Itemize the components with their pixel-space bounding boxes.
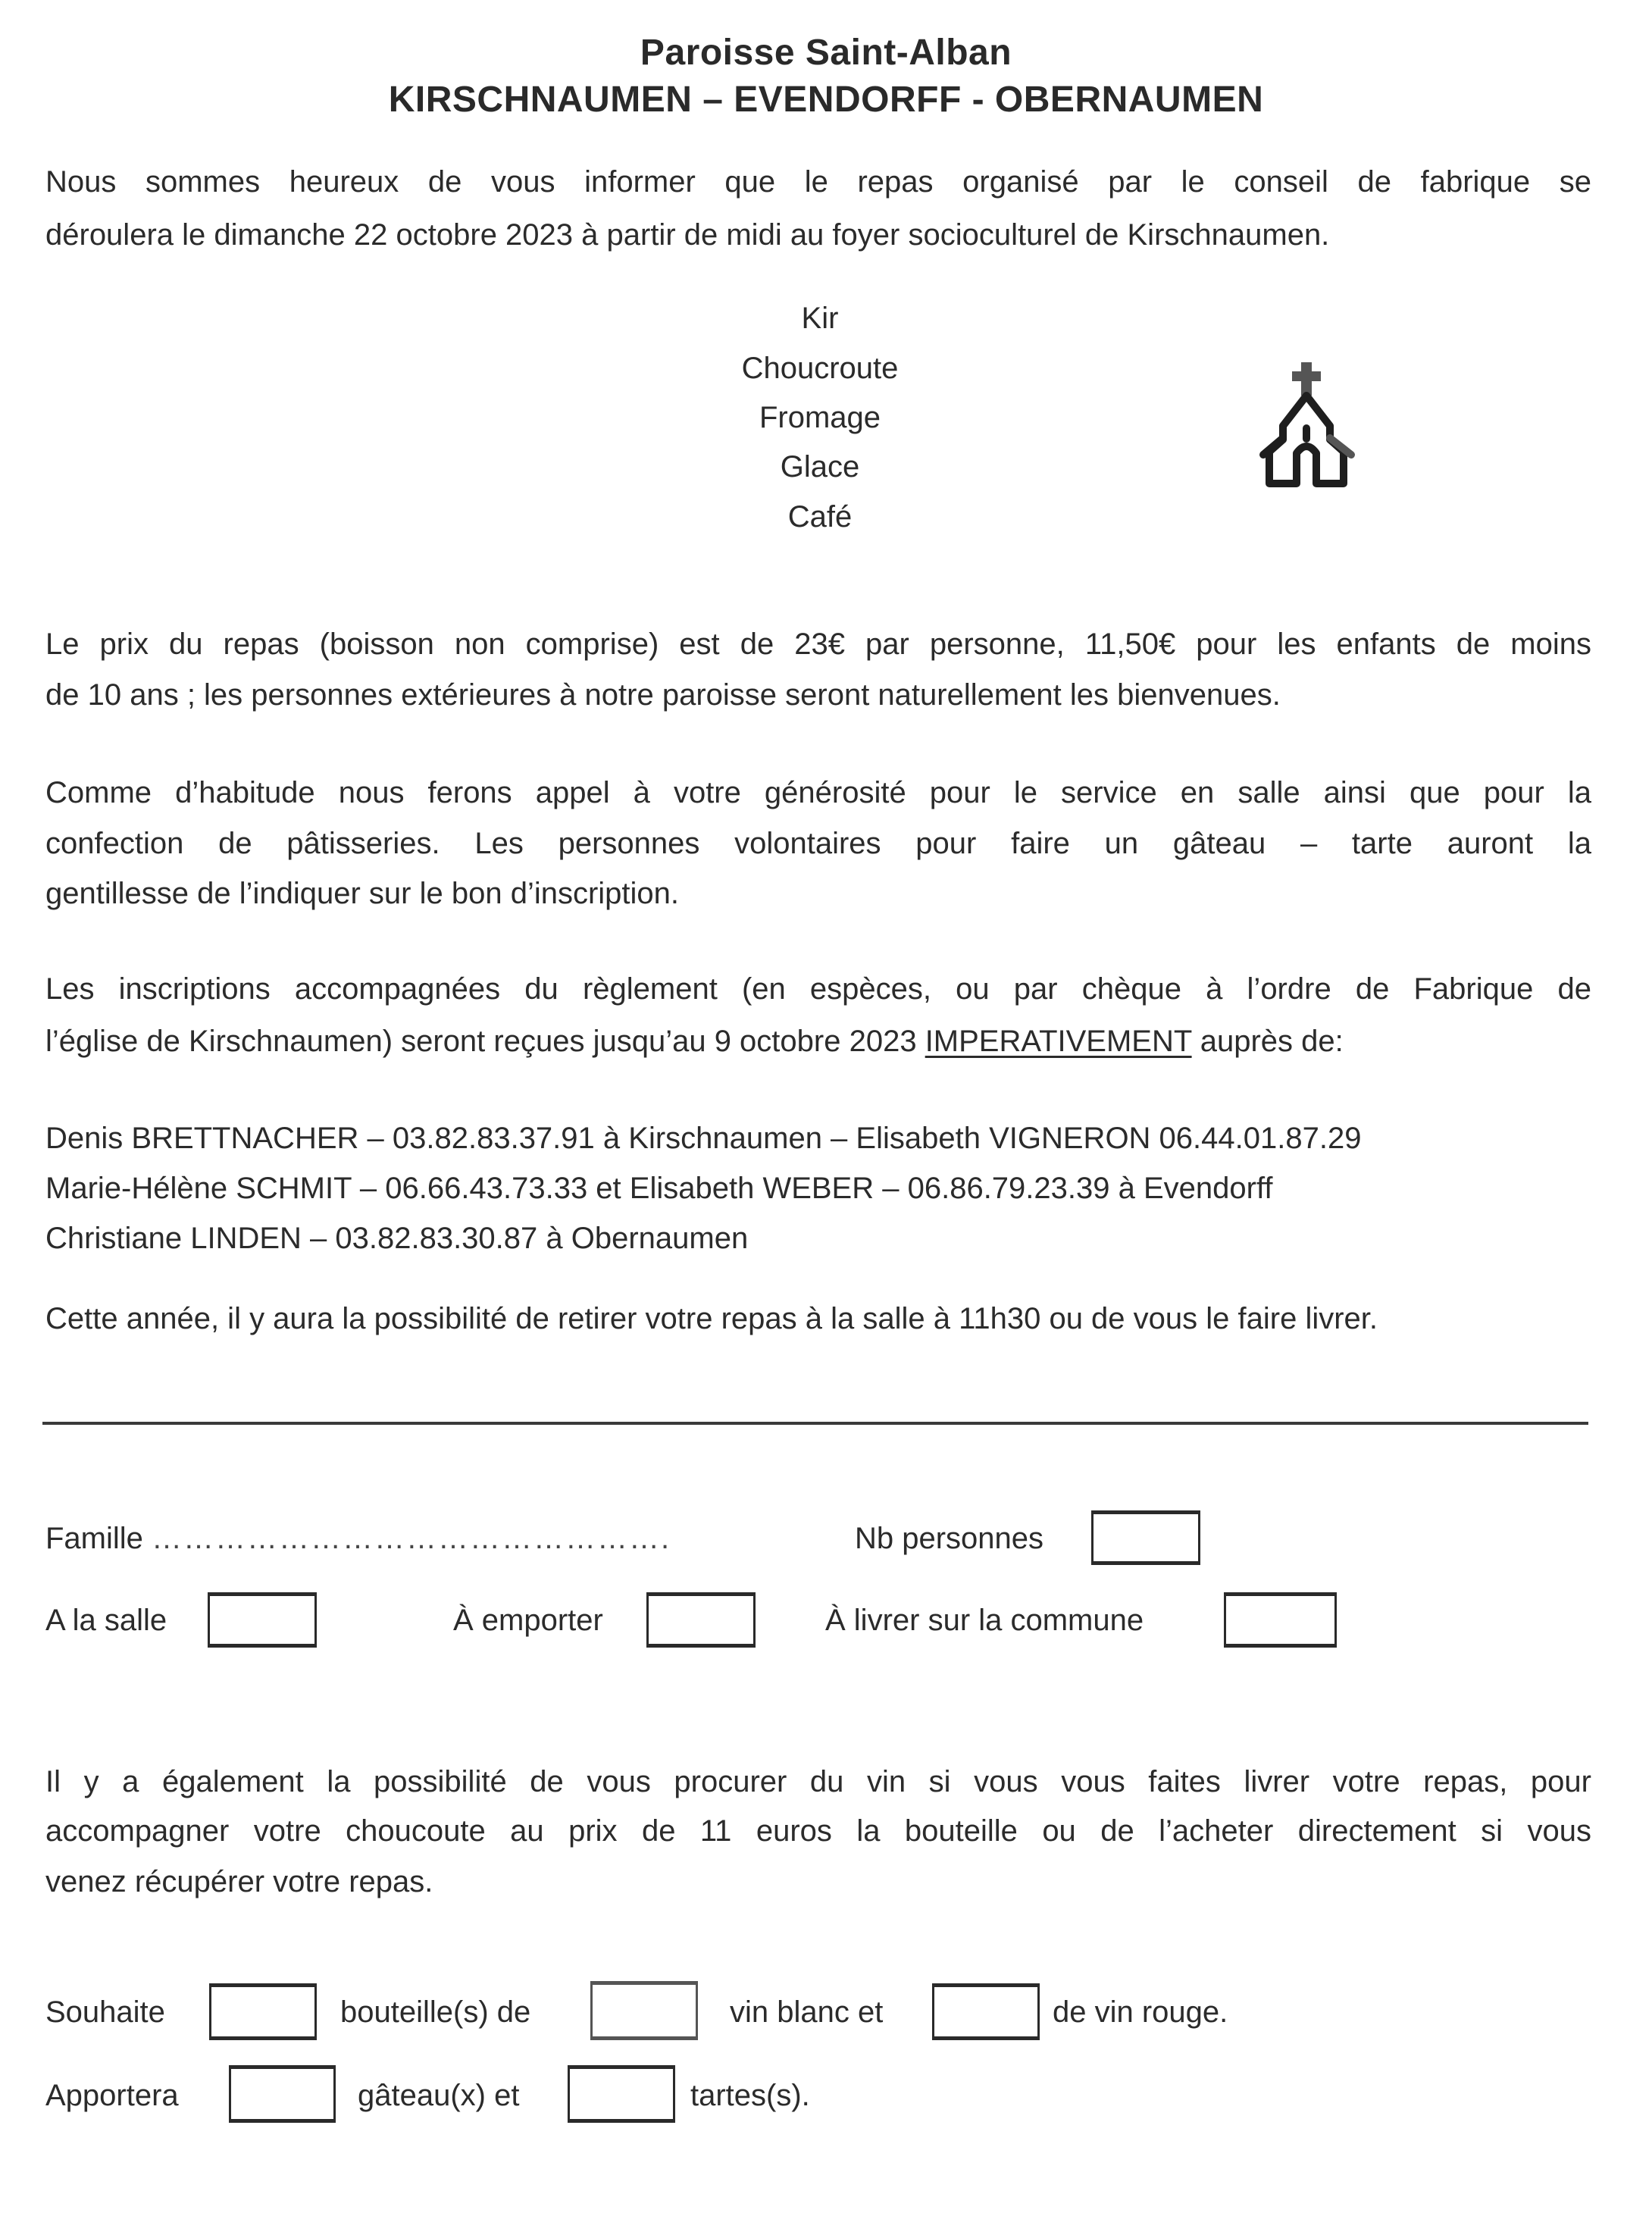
volunteers-line-3: gentillesse de l’indiquer sur le bon d’inscription.	[45, 877, 680, 910]
form-divider	[42, 1422, 1588, 1425]
tarts-count-box[interactable]	[568, 2065, 675, 2123]
volunteers-line-1: Comme d’habitude nous ferons appel à votre générosité pour le service en salle ainsi que pour la	[45, 776, 1591, 809]
wine-line-2: accompagner votre choucoute au prix de 11 euros la bouteille ou de l’acheter directement si vous	[45, 1814, 1591, 1848]
villages-subtitle: KIRSCHNAUMEN – EVENDORFF - OBERNAUMEN	[388, 80, 1264, 120]
nb-persons-box[interactable]	[1091, 1510, 1200, 1565]
delivery-label: À livrer sur la commune	[825, 1604, 1144, 1637]
red-wine-label: de vin rouge.	[1053, 1995, 1228, 2029]
takeaway-label: À emporter	[453, 1604, 603, 1637]
red-wine-box[interactable]	[932, 1983, 1040, 2040]
parish-title: Paroisse Saint-Alban	[640, 33, 1012, 73]
volunteers-line-2: confection de pâtisseries. Les personnes volontaires pour faire un gâteau – tarte auront la	[45, 827, 1591, 860]
cakes-count-box[interactable]	[229, 2065, 336, 2123]
family-label: Famille	[45, 1522, 143, 1555]
bring-label: Apportera	[45, 2079, 179, 2112]
menu-item-glace: Glace	[780, 450, 860, 484]
wine-line-3: venez récupérer votre repas.	[45, 1865, 433, 1898]
imperatively-emphasis: IMPERATIVEMENT	[925, 1025, 1192, 1058]
menu-item-kir: Kir	[801, 302, 839, 335]
menu-item-choucroute: Choucroute	[741, 352, 899, 385]
delivery-checkbox[interactable]	[1224, 1592, 1337, 1648]
registration-deadline-text: l’église de Kirschnaumen) seront reçues jusqu’au 9 octobre 2023	[45, 1025, 925, 1058]
at-hall-checkbox[interactable]	[208, 1592, 317, 1648]
contact-line-kirschnaumen: Denis BRETTNACHER – 03.82.83.37.91 à Kirschnaumen – Elisabeth VIGNERON 06.44.01.87.29	[45, 1122, 1362, 1155]
intro-line-2: déroulera le dimanche 22 octobre 2023 à partir de midi au foyer socioculturel de Kirschnaumen.	[45, 218, 1330, 252]
bottles-count-box[interactable]	[209, 1983, 317, 2040]
white-wine-label: vin blanc et	[730, 1995, 884, 2029]
takeaway-checkbox[interactable]	[646, 1592, 756, 1648]
contact-line-obernaumen: Christiane LINDEN – 03.82.83.30.87 à Obernaumen	[45, 1222, 749, 1255]
contact-line-evendorff: Marie-Hélène SCHMIT – 06.66.43.73.33 et Elisabeth WEBER – 06.86.79.23.39 à Evendorff	[45, 1172, 1273, 1205]
price-line-1: Le prix du repas (boisson non comprise) est de 23€ par personne, 11,50€ pour les enfants de moins	[45, 628, 1591, 661]
registration-line-2	[45, 1023, 1591, 1059]
wish-label: Souhaite	[45, 1995, 165, 2029]
registration-contact-lead: auprès de:	[1191, 1025, 1344, 1058]
registration-line-1: Les inscriptions accompagnées du règlement (en espèces, ou par chèque à l’ordre de Fabrique de	[45, 972, 1591, 1006]
cakes-label: gâteau(x) et	[358, 2079, 520, 2112]
bottles-label: bouteille(s) de	[340, 1995, 531, 2029]
at-hall-label: A la salle	[45, 1604, 167, 1637]
nb-persons-label: Nb personnes	[855, 1522, 1044, 1555]
intro-line-1: Nous sommes heureux de vous informer que le repas organisé par le conseil de fabrique se	[45, 165, 1591, 199]
family-dotted-line: ………………………………………….	[152, 1522, 671, 1555]
wine-line-1: Il y a également la possibilité de vous procurer du vin si vous vous faites livrer votre repas, pour	[45, 1765, 1591, 1798]
pickup-delivery-note: Cette année, il y aura la possibilité de retirer votre repas à la salle à 11h30 ou de vous le faire livrer.	[45, 1302, 1378, 1335]
menu-item-cafe: Café	[787, 500, 853, 534]
price-line-2: de 10 ans ; les personnes extérieures à notre paroisse seront naturellement les bienvenues.	[45, 678, 1281, 712]
tarts-label: tartes(s).	[690, 2079, 810, 2112]
menu-item-fromage: Fromage	[759, 401, 881, 434]
family-field[interactable]	[45, 1520, 671, 1557]
white-wine-box[interactable]	[590, 1981, 698, 2040]
church-icon	[1247, 356, 1368, 493]
